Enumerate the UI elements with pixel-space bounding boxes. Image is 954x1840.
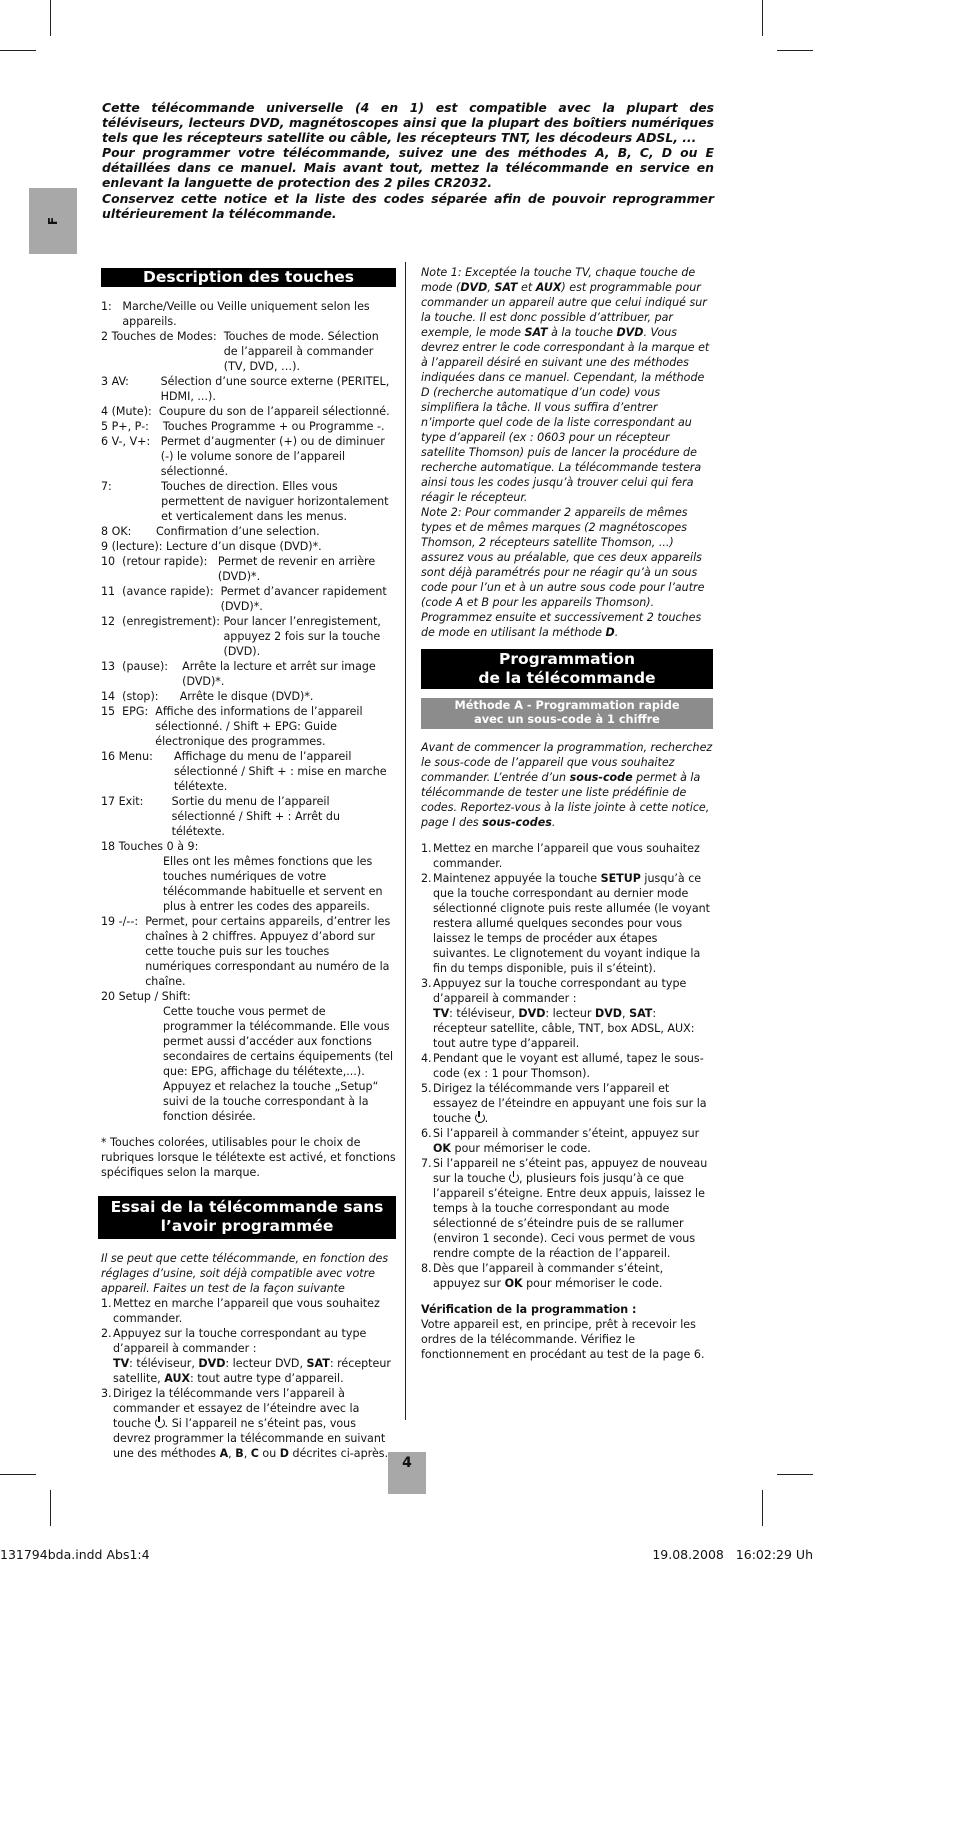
section-title-description: Description des touches: [101, 268, 396, 287]
list-item: [421, 1126, 713, 1156]
list-item-text: Cette touche vous permet de programmer la télécommande. Elle vous permet aussi d’accéder aux fonctions secondaires de certains équipements (tel que: EPG, affichage du télétexte,...). Appuyez et relachez la touche „Setup“ suivi de la touche correspondant à la fonction désirée.: [163, 1005, 394, 1123]
crop-mark: [50, 0, 51, 36]
step-number: 5.: [421, 1082, 432, 1095]
step-text: Mettez en marche l’appareil que vous souhaitez commander.: [433, 842, 700, 870]
item-key: 5 P+, P-:: [101, 420, 163, 433]
step-text: [433, 1081, 713, 1126]
list-item: [421, 1261, 713, 1291]
item-text: Marche/Veille ou Veille uniquement selon les appareils.: [122, 300, 370, 328]
list-item-text: Elles ont les mêmes fonctions que les touches numériques de votre télécommande habituelle et servent en plus à entrer les codes des appareils.: [163, 855, 383, 913]
list-item: [101, 1386, 396, 1461]
footer-timestamp: 19.08.2008 16:02:29 Uh: [652, 1547, 813, 1562]
note-text: .: [614, 626, 619, 639]
list-item: [101, 374, 396, 404]
item-text: Arrête le disque (DVD)*.: [179, 690, 314, 703]
step-text-part: : téléviseur,: [129, 1357, 199, 1370]
item-key: 6 V-, V+:: [101, 435, 161, 448]
language-tab-label: F: [45, 216, 60, 226]
item-text: Pour lancer l’enregistement, appuyez 2 fois sur la touche (DVD).: [223, 615, 381, 658]
list-item: [421, 871, 713, 976]
list-item: [101, 584, 396, 614]
step-text-part: Si l’appareil à commander s’éteint, appuyez sur: [433, 1127, 700, 1140]
step-number: 2.: [421, 872, 432, 885]
step-text-part: Dès que l’appareil à commander s’éteint, appuyez sur: [433, 1262, 664, 1290]
step-text-part: Appuyez sur la touche correspondant au type d’appareil à commander :: [433, 977, 687, 1005]
power-icon: [509, 1173, 519, 1183]
item-text: Lecture d’un disque (DVD)*.: [166, 540, 322, 553]
step-text-part: jusqu’à ce que la touche correspondant au dernier mode sélectionné clignote puis reste allumée (le voyant restera allumé quelques secondes pour vous laissez le temps de procéder aux étapes suivantes. Le clignotement du voyant indique la fin du temps disponible, puis il s’éteint).: [433, 872, 710, 975]
item-text: Coupure du son de l’appareil sélectionné.: [158, 405, 390, 418]
method-d: D: [605, 626, 615, 639]
separator: ,: [228, 1447, 236, 1460]
step-text-part: décrites ci-après.: [289, 1447, 389, 1460]
item-key: 2 Touches de Modes:: [101, 330, 224, 343]
method-a-steps: [421, 841, 713, 1291]
step-text-part: pour mémoriser le code.: [522, 1277, 663, 1290]
item-text: Affichage du menu de l’appareil sélectionné / Shift + : mise en marche télétexte.: [174, 750, 387, 793]
step-text-part: : récepteur satellite,: [113, 1357, 391, 1385]
key-ok: OK: [504, 1277, 523, 1290]
step-text-part: Dirigez la télécommande vers l’appareil et essayez de l’éteindre en appuyant une fois sur la touche: [433, 1082, 707, 1125]
list-item: [421, 1081, 713, 1126]
list-item: [101, 749, 396, 794]
step-text: [433, 976, 713, 1051]
left-column: [101, 268, 396, 1461]
item-key: 8 OK:: [101, 525, 157, 538]
term-sous-codes: sous-codes: [482, 816, 552, 829]
mode-dvd: DVD: [518, 1007, 546, 1020]
key-setup: SETUP: [600, 872, 641, 885]
key-ok: OK: [433, 1142, 452, 1155]
power-icon: [155, 1418, 165, 1428]
separator: ,: [243, 1447, 251, 1460]
crop-mark: [0, 1474, 36, 1475]
list-item: [101, 524, 396, 539]
item-key: 15 EPG:: [101, 705, 156, 718]
list-item: [101, 689, 396, 704]
separator: ou: [258, 1447, 280, 1460]
item-key: 3 AV:: [101, 375, 161, 388]
verification-title: Vérification de la programmation :: [421, 1303, 637, 1316]
step-text-part: . Si l’appareil ne s’éteint pas, vous devrez programmer la télécommande en suivant une des méthodes: [113, 1417, 386, 1460]
list-item: [101, 659, 396, 689]
list-item: [101, 419, 396, 434]
item-text: Sortie du menu de l’appareil sélectionné / Shift + : Arrêt du télétexte.: [171, 795, 340, 838]
mode-dvd: DVD: [616, 326, 644, 339]
item-key: 13 (pause):: [101, 660, 183, 673]
subsection-title-line: avec un sous-code à 1 chiffre: [474, 713, 660, 726]
intro-paragraph: Cette télécommande universelle (4 en 1) est compatible avec la plupart des téléviseurs, lecteurs DVD, magnétoscopes ainsi que la plupart des boîtiers numériques tels que les récepteurs satellite ou câble, les récepteurs TNT, les décodeurs ADSL, ...: [102, 100, 714, 146]
intro-paragraph: Pour programmer votre télécommande, suivez une des méthodes A, B, C, D ou E détaillées dans ce manuel. Mais avant tout, mettez la télécommande en service en enlevant la languette de protection des 2 piles CR2032.: [102, 145, 714, 191]
list-item: [421, 976, 713, 1051]
intro-paragraph: Conservez cette notice et la liste des codes séparée afin de pouvoir reprogrammer ultérieurement la télécommande.: [102, 190, 714, 221]
crop-mark: [50, 1490, 51, 1526]
mode-sat: SAT: [494, 281, 518, 294]
item-key: 7:: [101, 480, 162, 493]
footer-file-info: 131794bda.indd Abs1:4: [0, 1547, 150, 1562]
item-text: Touches de mode. Sélection de l’appareil à commander (TV, DVD, …).: [223, 330, 379, 373]
mode-tv: TV: [113, 1357, 130, 1370]
list-item: [101, 704, 396, 749]
crop-mark: [0, 50, 36, 51]
item-text: Affiche des informations de l’appareil sélectionné. / Shift + EPG: Guide électronique des programmes.: [155, 705, 363, 748]
list-item: [421, 841, 713, 871]
section-title-line: l’avoir programmée: [160, 1217, 334, 1235]
power-icon: [475, 1113, 485, 1123]
note-text: à la touche: [547, 326, 617, 339]
item-text: Touches Programme + ou Programme -.: [162, 420, 385, 433]
step-number: 1.: [421, 842, 432, 855]
list-item: [421, 1051, 713, 1081]
step-text: Pendant que le voyant est allumé, tapez le sous-code (ex : 1 pour Thomson).: [433, 1052, 704, 1080]
step-number: 2.: [101, 1327, 112, 1340]
mode-tv: TV: [433, 1007, 450, 1020]
step-text-part: : récepteur satellite, câble, TNT, box ADSL, AUX: tout autre type d’appareil.: [433, 1007, 695, 1050]
separator: ,: [487, 281, 495, 294]
item-key: 12 (enregistrement):: [101, 615, 224, 628]
list-item: [101, 1326, 396, 1386]
note-2: [421, 505, 713, 640]
crop-mark: [762, 1490, 763, 1526]
right-column: [421, 265, 713, 1362]
list-item: [101, 479, 396, 524]
list-item: [101, 794, 396, 839]
step-number: 3.: [101, 1387, 112, 1400]
method-a-intro: [421, 740, 713, 830]
mode-sat: SAT: [629, 1007, 653, 1020]
essai-steps: [101, 1296, 396, 1461]
step-text: [433, 871, 713, 976]
step-text: [433, 1156, 713, 1261]
note-text: Note 2: Pour commander 2 appareils de mêmes types et de mêmes marques (2 magnétoscopes Thomson, 2 récepteurs satellite Thomson, ...) assurez vous au préalable, que ces deux appareils sont déjà paramétrés pour ne réagir qu’à un sous code pour l’un et à un autre sous code pour l’autre (code A et B pour les appareils Thomson). Programmez ensuite et successivement 2 touches de mode en utilisant la méthode: [421, 506, 705, 639]
column-divider: [405, 262, 406, 1420]
mode-dvd: DVD: [198, 1357, 226, 1370]
step-text: Mettez en marche l’appareil que vous souhaitez commander.: [113, 1297, 380, 1325]
list-item: [101, 299, 396, 329]
mode-sat: SAT: [524, 326, 548, 339]
intro-text: .: [551, 816, 556, 829]
crop-mark: [777, 1474, 813, 1475]
page-number: 4: [388, 1452, 426, 1494]
note-text: ) est programmable pour commander un appareil autre que celui indiqué sur la touche. Il est donc possible d’attribuer, par exemple, le mode: [421, 281, 707, 339]
section-title-line: Essai de la télécommande sans: [110, 1198, 384, 1216]
section-title-line: Programmation: [498, 650, 636, 668]
list-item: [101, 404, 396, 419]
step-number: 4.: [421, 1052, 432, 1065]
step-text-part: Maintenez appuyée la touche: [433, 872, 601, 885]
item-key: 16 Menu:: [101, 750, 174, 763]
step-text: [113, 1386, 396, 1461]
section-title-line: de la télécommande: [478, 669, 656, 687]
separator: et: [517, 281, 536, 294]
step-text-part: Si l’appareil ne s’éteint pas, appuyez de nouveau sur la touche: [433, 1157, 708, 1185]
step-number: 8.: [421, 1262, 432, 1275]
step-text: [433, 1126, 713, 1156]
item-text: Sélection d’une source externe (PERITEL, HDMI, ...).: [160, 375, 390, 403]
item-key: 1:: [101, 300, 123, 313]
step-number: 7.: [421, 1157, 432, 1170]
item-key: 19 -/--:: [101, 915, 146, 928]
note-text: Note 1: Exceptée la touche TV, chaque touche de mode (: [421, 266, 696, 294]
note-1: [421, 265, 713, 505]
item-key: 9 (lecture):: [101, 540, 167, 553]
step-text: [113, 1326, 396, 1386]
section-title-programmation: [421, 649, 713, 689]
method-d: D: [279, 1447, 289, 1460]
method-c: C: [250, 1447, 259, 1460]
method-b: B: [235, 1447, 244, 1460]
item-text: Permet d’avancer rapidement (DVD)*.: [220, 585, 387, 613]
list-item: [101, 539, 396, 554]
item-text: Permet d’augmenter (+) ou de diminuer (-) le volume sonore de l’appareil sélectionné.: [160, 435, 385, 478]
step-number: 6.: [421, 1127, 432, 1140]
item-text: Permet, pour certains appareils, d’entrer les chaînes à 2 chiffres. Appuyez d’abord sur cette touche puis sur les touches numériques correspondant au numéro de la chaîne.: [145, 915, 391, 988]
list-item: [101, 329, 396, 374]
separator: ,: [622, 1007, 630, 1020]
subsection-title-line: Méthode A - Programmation rapide: [454, 699, 680, 712]
item-key: 11 (avance rapide):: [101, 585, 221, 598]
list-item-label: 20 Setup / Shift:: [101, 990, 191, 1003]
step-text-part: : lecteur DVD,: [225, 1357, 307, 1370]
intro-text: permet à la télécommande de tester une liste prédéfinie de codes. Reportez-vous à la liste jointe à cette notice, page I des: [421, 771, 710, 829]
item-text: Touches de direction. Elles vous permettent de naviguer horizontalement et verticalement dans les menus.: [161, 480, 389, 523]
mode-aux: AUX: [164, 1372, 191, 1385]
mode-sat: SAT: [306, 1357, 330, 1370]
step-text-part: Appuyez sur la touche correspondant au type d’appareil à commander :: [113, 1327, 367, 1355]
mode-aux: AUX: [535, 281, 562, 294]
subsection-title-method-a: [421, 698, 713, 729]
item-text: Arrête la lecture et arrêt sur image (DVD)*.: [182, 660, 376, 688]
step-number: 3.: [421, 977, 432, 990]
list-item: [101, 614, 396, 659]
item-key: 10 (retour rapide):: [101, 555, 218, 568]
step-text-part: pour mémoriser le code.: [451, 1142, 591, 1155]
step-text: [433, 1261, 713, 1291]
crop-mark: [762, 0, 763, 36]
step-text-part: .: [484, 1112, 489, 1125]
item-text: Permet de revenir en arrière (DVD)*.: [217, 555, 376, 583]
step-text-part: , plusieurs fois jusqu’à ce que l’appareil s’éteigne. Entre deux appuis, laissez le temps à la touche correspondant au mode sélectionné de s’éteindre puis de se rallumer (environ 1 seconde). Ceci vous permet de vous rendre compte de la réaction de l’appareil.: [433, 1172, 705, 1260]
step-text-part: : tout autre type d’appareil.: [190, 1372, 344, 1385]
key-description-list: [101, 299, 396, 1124]
language-tab: [29, 188, 77, 254]
section-title-essai: [98, 1196, 396, 1239]
term-sous-code: sous-code: [569, 771, 633, 784]
list-item: [101, 434, 396, 479]
list-item: [101, 554, 396, 584]
mode-dvd: DVD: [460, 281, 488, 294]
item-text: Confirmation d’une selection.: [156, 525, 320, 538]
footnote: * Touches colorées, utilisables pour le choix de rubriques lorsque le télétexte est activé, et fonctions spécifiques selon la marque.: [101, 1136, 396, 1179]
list-item-label: 18 Touches 0 à 9:: [101, 840, 199, 853]
verification-text: Votre appareil est, en principe, prêt à recevoir les ordres de la télécommande. Vérifiez le fonctionnement en procédant au test de la page 6.: [421, 1318, 705, 1361]
item-key: 4 (Mute):: [101, 405, 159, 418]
essai-intro: Il se peut que cette télécommande, en fonction des réglages d’usine, soit déjà compatible avec votre appareil. Faites un test de la façon suivante: [101, 1252, 389, 1295]
step-number: 1.: [101, 1297, 112, 1310]
note-text: . Vous devrez entrer le code correspondant à la marque et à l’appareil désiré en suivant une des méthodes indiquées dans ce manuel. Cependant, la méthode D (recherche automatique d’un code) vous simplifiera la tâche. Il vous suffira d’entrer n’importe quel code de la liste correspondant au type d’appareil (ex : 0603 pour un récepteur satellite Thomson) puis de lancer la procédure de recherche automatique. La télécommande testera ainsi tous les codes jusqu’à trouver celui qui fera réagir le récepteur.: [421, 326, 710, 504]
mode-dvd: DVD: [595, 1007, 623, 1020]
item-key: 14 (stop):: [101, 690, 180, 703]
step-text-part: : lecteur: [545, 1007, 595, 1020]
list-item: [101, 1296, 396, 1326]
method-a: A: [219, 1447, 229, 1460]
intro-text: Avant de commencer la programmation, recherchez le sous-code de l’appareil que vous souhaitez commander. L’entrée d’un: [421, 741, 713, 784]
list-item: [101, 914, 396, 989]
crop-mark: [777, 50, 813, 51]
list-item: [421, 1156, 713, 1261]
step-text-part: : téléviseur,: [449, 1007, 519, 1020]
intro-block: [102, 100, 714, 221]
item-key: 17 Exit:: [101, 795, 172, 808]
step-text-part: Dirigez la télécommande vers l’appareil à commander et essayez de l’éteindre avec la touche: [113, 1387, 360, 1430]
